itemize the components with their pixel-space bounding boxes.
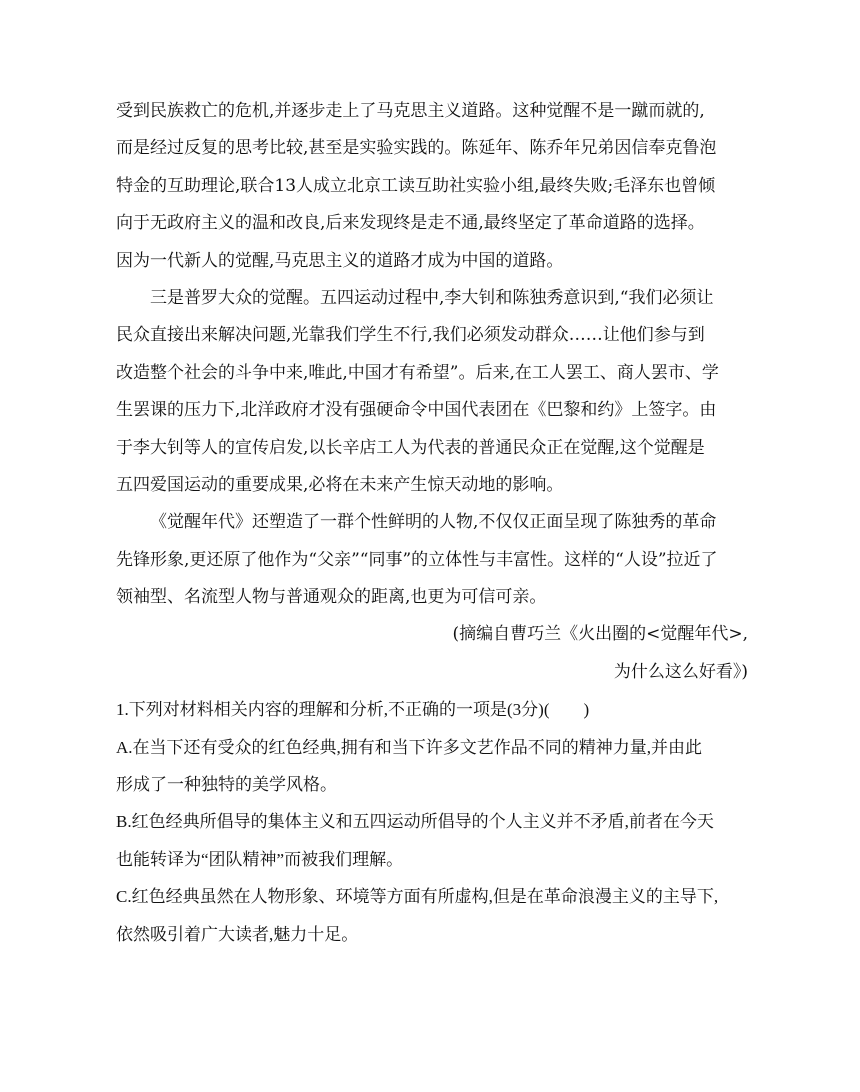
text-line: 《觉醒年代》还塑造了一群个性鲜明的人物,不仅仅正面呈现了陈独秀的革命 <box>150 512 717 533</box>
document-body <box>116 93 748 953</box>
option-text-line: 形成了一种独特的美学风格。 <box>116 775 337 795</box>
paragraph-characters <box>116 504 748 616</box>
question-1 <box>116 691 748 953</box>
text-line: 领袖型、名流型人物与普通观众的距离,也更为可信可亲。 <box>116 587 547 608</box>
paragraph-awakening-of-masses <box>116 280 748 504</box>
text-line: 受到民族救亡的危机,并逐步走上了马克思主义道路。这种觉醒不是一蹴而就的, <box>116 101 705 121</box>
citation-line: (摘编自曹巧兰《火出圈的<觉醒年代>, <box>452 624 748 645</box>
source-citation <box>116 616 748 691</box>
option-text-line: 依然吸引着广大读者,魅力十足。 <box>116 924 359 944</box>
option-c <box>116 878 748 953</box>
text-line: 特金的互助理论,联合13人成立北京工读互助社实验小组,最终失败;毛泽东也曾倾 <box>116 175 716 196</box>
option-text-line: B.红色经典所倡导的集体主义和五四运动所倡导的个人主义并不矛盾,前者在今天 <box>116 812 714 832</box>
question-stem: 1.下列对材料相关内容的理解和分析,不正确的一项是(3分)( ) <box>116 700 590 720</box>
option-text-line: 也能转译为“团队精神”而被我们理解。 <box>116 849 404 869</box>
text-line: 改造整个社会的斗争中来,唯此,中国才有希望”。后来,在工人罢工、商人罢市、学 <box>116 362 719 383</box>
text-line: 因为一代新人的觉醒,马克思主义的道路才成为中国的道路。 <box>116 250 564 271</box>
option-b <box>116 803 748 878</box>
citation-line: 为什么这么好看》) <box>613 661 748 682</box>
text-line: 于李大钊等人的宣传启发,以长辛店工人为代表的普通民众正在觉醒,这个觉醒是 <box>116 437 705 458</box>
text-line: 而是经过反复的思考比较,甚至是实验实践的。陈延年、陈乔年兄弟因信奉克鲁泡 <box>116 138 717 159</box>
text-line: 三是普罗大众的觉醒。五四运动过程中,李大钊和陈独秀意识到,“我们必须让 <box>150 287 714 308</box>
option-text-line: C.红色经典虽然在人物形象、环境等方面有所虚构,但是在革命浪漫主义的主导下, <box>116 887 719 907</box>
paragraph-awakening-of-new-generation <box>116 93 748 280</box>
text-line: 五四爱国运动的重要成果,必将在未来产生惊天动地的影响。 <box>116 474 564 495</box>
option-text-line: A.在当下还有受众的红色经典,拥有和当下许多文艺作品不同的精神力量,并由此 <box>116 737 703 757</box>
option-a <box>116 729 748 804</box>
text-line: 生罢课的压力下,北洋政府才没有强硬命令中国代表团在《巴黎和约》上签字。由 <box>116 400 717 421</box>
text-line: 先锋形象,更还原了他作为“父亲”“同事”的立体性与丰富性。这样的“人设”拉近了 <box>116 549 718 570</box>
text-line: 民众直接出来解决问题,光靠我们学生不行,我们必须发动群众……让他们参与到 <box>116 325 705 346</box>
text-line: 向于无政府主义的温和改良,后来发现终是走不通,最终坚定了革命道路的选择。 <box>116 213 705 234</box>
